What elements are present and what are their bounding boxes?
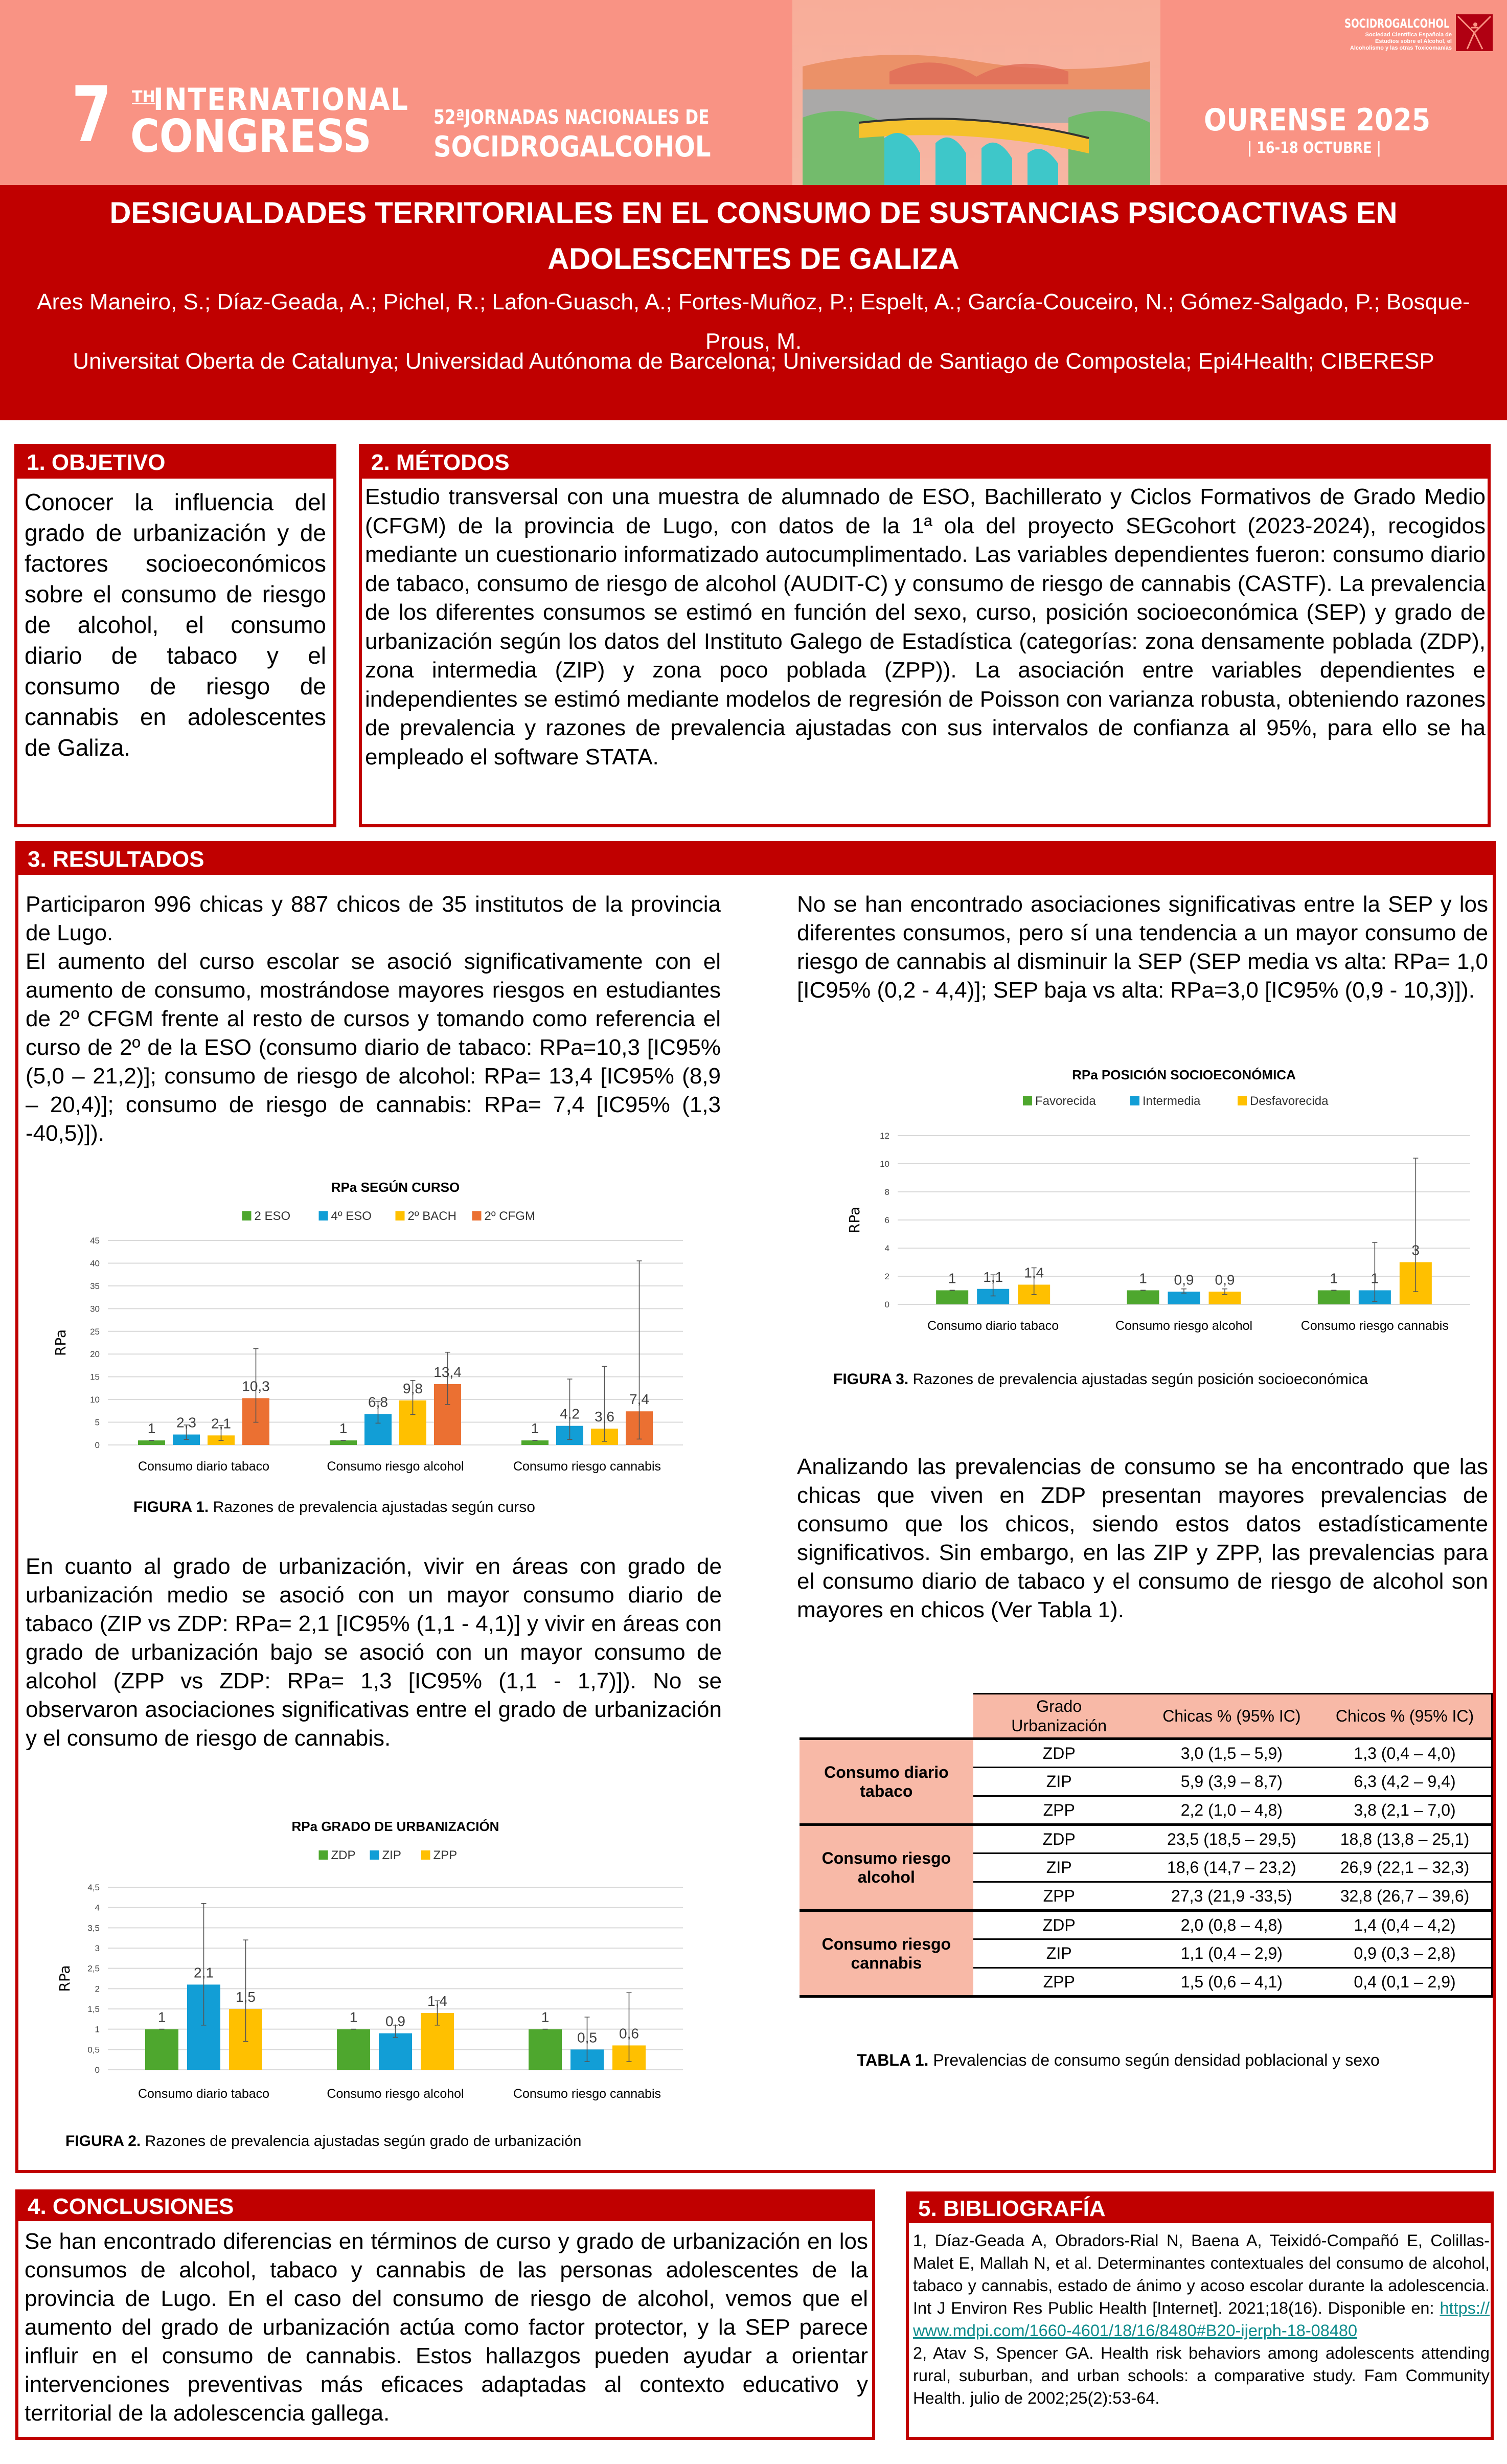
reference-1 [913, 2229, 1490, 2342]
reference-1-text: 1, Díaz-Geada A, Obradors-Rial N, Baena A, Teixidó-Compañó E, Colillas-Malet E, Mallah N, et al. Determinantes contextuales del consumo de alcohol, tabaco y cannabis, estado de ánimo y acoso escolar durante la adolescencia. Int J Environ Res Public Health [Internet]. 2021;18(16). Disponible en: [913, 2231, 1490, 2317]
table-cell-zone: ZIP [973, 1853, 1145, 1882]
results-curso-text: El aumento del curso escolar se asoció significativamente con el aumento de consumo, mostrándose mayores riesgos en estudiantes de 2º CFGM frente al resto de cursos y tomando como referencia el curso de 2º de la ESO (consumo diario de tabaco: RPa=10,3 [IC95% (5,0 – 21,2)]; consumo de riesgo de alcohol: RPa= 13,4 [IC95% (8,9 – 20,4)]; consumo de riesgo de cannabis: RPa= 7,4 [IC95% (1,3 -40,5)]). [26, 949, 721, 1146]
congress-line-international: INTERNATIONAL [153, 82, 409, 118]
data-label: 2,3 [176, 1414, 196, 1431]
figure-3-caption [833, 1371, 1368, 1388]
bar [529, 2029, 562, 2070]
figure-1-caption [133, 1499, 535, 1516]
data-label: 2,1 [211, 1415, 231, 1432]
data-label: 9,8 [403, 1380, 423, 1396]
legend-item [242, 1209, 291, 1223]
chart-rpa-urbanizacion-svg [54, 1808, 698, 2115]
y-tick-label: 0,5 [87, 2045, 100, 2055]
congress-number: 7 [72, 71, 112, 160]
table-1-caption [857, 2051, 1380, 2070]
data-label: 0,5 [577, 2029, 597, 2046]
legend-label: Desfavorecida [1250, 1094, 1329, 1108]
results-participants-text: Participaron 996 chicas y 887 chicos de 35 institutos de la provincia de Lugo. [26, 892, 721, 945]
y-tick-label: 20 [90, 1349, 100, 1360]
data-label: 1 [157, 2009, 166, 2025]
legend-swatch [1130, 1096, 1139, 1105]
data-label: 0,9 [1174, 1272, 1194, 1288]
bar [1127, 1291, 1159, 1305]
figure-2-caption [65, 2133, 582, 2150]
table-cell-chicos: 1,4 (0,4 – 4,2) [1318, 1911, 1492, 1939]
y-tick-label: 6 [884, 1215, 889, 1225]
reference-1-link[interactable]: https://www.mdpi.com/1660-4601/18/16/8480#B20-ijerph-18-08480 [913, 2299, 1490, 2340]
y-tick-label: 35 [90, 1281, 100, 1291]
y-tick-label: 10 [880, 1159, 889, 1169]
objetivo-text: Conocer la influencia del grado de urbanización y de factores socioeconómicos sobre el consumo de riesgo de alcohol, el consumo diario de tabaco y el consumo de riesgo de cannabis en adolescentes de Galiza. [25, 489, 326, 761]
section-conclusiones [15, 2189, 875, 2440]
y-tick-label: 25 [90, 1326, 100, 1337]
y-tick-label: 15 [90, 1372, 100, 1382]
y-tick-label: 8 [884, 1187, 889, 1197]
table-cell-chicas: 1,1 (0,4 – 2,9) [1145, 1939, 1318, 1968]
bibliografia-list [913, 2229, 1490, 2409]
x-category-label: Consumo riesgo alcohol [327, 2087, 464, 2101]
data-label: 6,8 [368, 1394, 388, 1410]
poster-title-block [0, 185, 1507, 420]
y-tick-label: 30 [90, 1304, 100, 1314]
table-group-label: Consumo riesgo alcohol [800, 1825, 973, 1911]
table-cell-chicos: 1,3 (0,4 – 4,0) [1318, 1739, 1492, 1768]
y-tick-label: 0 [95, 1440, 100, 1450]
data-label: 1,4 [427, 1993, 447, 2009]
x-category-label: Consumo riesgo alcohol [327, 1459, 464, 1474]
legend-swatch [421, 1850, 430, 1860]
legend-swatch [370, 1850, 379, 1860]
bar [145, 2029, 178, 2070]
table-cell-chicas: 3,0 (1,5 – 5,9) [1145, 1739, 1318, 1768]
data-label: 1 [531, 1420, 539, 1437]
legend-label: ZPP [433, 1848, 458, 1862]
results-paragraph-prevalencias: Analizando las prevalencias de consumo se ha encontrado que las chicas que viven en ZDP presentan mayores prevalencias de consumo que los chicos, siendo estos datos estadísticamente significativos. Sin embargo, en las ZIP y ZPP, las prevalencias para el consumo diario de tabaco y el consumo de riesgo de alcohol son mayores en chicos (Ver Tabla 1). [797, 1454, 1488, 1622]
table-group-label: Consumo riesgo cannabis [800, 1911, 973, 1997]
city-year: OURENSE 2025 [1204, 102, 1431, 138]
congress-dates: | 16-18 OCTUBRE | [1247, 139, 1381, 157]
y-tick-label: 10 [90, 1395, 100, 1405]
bar [337, 2029, 370, 2070]
data-label: 4,2 [560, 1406, 580, 1422]
legend-swatch [319, 1211, 328, 1220]
table-cell-zone: ZPP [973, 1882, 1145, 1911]
y-tick-label: 2,5 [87, 1963, 100, 1974]
data-label: 1 [147, 1420, 156, 1437]
table-cell-zone: ZDP [973, 1825, 1145, 1853]
table-cell-chicas: 5,9 (3,9 – 8,7) [1145, 1768, 1318, 1796]
data-label: 0,6 [619, 2025, 639, 2042]
figure-2-text: Razones de prevalencia ajustadas según grado de urbanización [141, 2133, 582, 2150]
chart-title: RPa GRADO DE URBANIZACIÓN [291, 1819, 499, 1834]
data-label: 0,9 [385, 2013, 405, 2029]
data-label: 1 [541, 2009, 550, 2025]
data-label: 1 [1371, 1270, 1379, 1286]
legend-swatch [1023, 1096, 1032, 1105]
table-cell-chicas: 27,3 (21,9 -33,5) [1145, 1882, 1318, 1911]
y-tick-label: 4 [884, 1244, 889, 1253]
chart-title: RPa SEGÚN CURSO [331, 1180, 460, 1195]
data-label: 1,5 [236, 1989, 256, 2005]
poster-title: DESIGUALDADES TERRITORIALES EN EL CONSUMO DE SUSTANCIAS PSICOACTIVAS EN ADOLESCENTES DE GALIZA [109, 196, 1398, 276]
legend-label: 2º CFGM [484, 1209, 535, 1223]
table-group-label: Consumo diario tabaco [800, 1739, 973, 1825]
legend-swatch [396, 1211, 405, 1220]
data-label: 2,1 [194, 1964, 214, 1981]
data-label: 13,4 [433, 1364, 462, 1380]
table-row [800, 1825, 1492, 1853]
x-category-label: Consumo riesgo cannabis [513, 2087, 661, 2101]
bridge-painting-illustration [782, 0, 1171, 185]
results-paragraph-sep: No se han encontrado asociaciones significativas entre la SEP y los diferentes consumos, pero sí una tendencia a un mayor consumo de riesgo de cannabis al disminuir la SEP (SEP media vs alta: RPa= 1,0 [IC95% (0,2 - 4,4)]; SEP baja vs alta: RPa=3,0 [IC95% (0,9 - 10,3)]). [797, 892, 1488, 1003]
data-label: 1 [1330, 1270, 1338, 1286]
section-bibliografia [906, 2191, 1494, 2440]
legend-item [1130, 1094, 1201, 1108]
table-cell-chicas: 2,0 (0,8 – 4,8) [1145, 1911, 1318, 1939]
table-cell-chicos: 26,9 (22,1 – 32,3) [1318, 1853, 1492, 1882]
results-paragraph-participants [26, 890, 721, 1148]
table-row [800, 1911, 1492, 1939]
legend-swatch [1238, 1096, 1247, 1105]
figure-3-text: Razones de prevalencia ajustadas según posición socioeconómica [908, 1371, 1368, 1388]
table-cell-chicos: 3,8 (2,1 – 7,0) [1318, 1796, 1492, 1825]
legend-label: 2 ESO [254, 1209, 291, 1223]
y-tick-label: 3 [95, 1943, 100, 1953]
table-cell-zone: ZIP [973, 1939, 1145, 1968]
table-cell-chicas: 23,5 (18,5 – 29,5) [1145, 1825, 1318, 1853]
bar [1168, 1292, 1200, 1304]
section-resultados [15, 841, 1496, 2173]
bar [936, 1291, 968, 1305]
author-list: Ares Maneiro, S.; Díaz-Geada, A.; Pichel, R.; Lafon-Guasch, A.; Fortes-Muñoz, P.; Espelt, A.; García-Couceiro, N.; Gómez-Salgado, P.; Bosque-Prous, M. [37, 289, 1470, 354]
data-label: 1,4 [1024, 1264, 1044, 1281]
chart-rpa-urbanizacion [54, 1808, 698, 2115]
legend-swatch [242, 1211, 252, 1220]
table-1-label: TABLA 1. [857, 2051, 929, 2069]
table-header-grado: Grado Urbanización [973, 1694, 1145, 1739]
y-tick-label: 4,5 [87, 1883, 100, 1892]
bar [379, 2033, 412, 2070]
data-label: 1 [1139, 1270, 1147, 1286]
society-logo-name: SOCIDROGALCOHOL [1344, 16, 1450, 31]
figure-3-label: FIGURA 3. [833, 1371, 909, 1388]
reference-2: 2, Atav S, Spencer GA. Health risk behaviors among adolescents attending rural, suburban, and urban schools: a comparative study. Fam Community Health. julio de 2002;25(2):53-64. [913, 2344, 1490, 2407]
table-header-chicos: Chicos % (95% IC) [1318, 1694, 1492, 1739]
legend-label: ZDP [331, 1848, 356, 1862]
table-cell-chicas: 1,5 (0,6 – 4,1) [1145, 1968, 1318, 1997]
congress-suffix: TH [132, 88, 155, 106]
table-cell-zone: ZIP [973, 1768, 1145, 1796]
data-label: 1,1 [983, 1269, 1003, 1285]
legend-item [421, 1848, 458, 1862]
legend-label: Favorecida [1035, 1094, 1096, 1108]
legend-label: Intermedia [1143, 1094, 1201, 1108]
section-heading: 3. RESULTADOS [18, 844, 1493, 875]
legend-item [396, 1209, 456, 1223]
table-cell-chicas: 2,2 (1,0 – 4,8) [1145, 1796, 1318, 1825]
data-label: 0,9 [1215, 1272, 1235, 1288]
jornadas-line-1: 52ªJORNADAS NACIONALES DE [433, 106, 710, 128]
section-metodos [359, 444, 1491, 827]
figure-1-label: FIGURA 1. [133, 1499, 209, 1516]
y-axis-label: RPa [846, 1206, 863, 1234]
table-cell-chicos: 18,8 (13,8 – 25,1) [1318, 1825, 1492, 1853]
y-tick-label: 3,5 [87, 1923, 100, 1933]
table-cell-zone: ZDP [973, 1911, 1145, 1939]
legend-item [1238, 1094, 1329, 1108]
y-tick-label: 0 [95, 2065, 100, 2075]
society-logo-subtitle: Sociedad Científica Española de Estudios sobre el Alcohol, el Alcoholismo y las otras Toxicomanías [1350, 32, 1452, 51]
bar [330, 1440, 357, 1445]
data-label: 1 [349, 2009, 358, 2025]
bar [1318, 1291, 1350, 1305]
x-category-label: Consumo riesgo cannabis [513, 1459, 661, 1474]
section-heading: 1. OBJETIVO [17, 447, 333, 479]
x-category-label: Consumo diario tabaco [927, 1319, 1059, 1333]
congress-line-congress: CONGRESS [130, 110, 372, 163]
legend-item [1023, 1094, 1096, 1108]
table-cell-chicos: 6,3 (4,2 – 9,4) [1318, 1768, 1492, 1796]
y-tick-label: 1 [95, 2024, 100, 2035]
data-label: 7,4 [629, 1391, 649, 1408]
bar [521, 1440, 549, 1445]
y-tick-label: 40 [90, 1258, 100, 1269]
prevalence-table [800, 1693, 1493, 1998]
bar [138, 1440, 165, 1445]
legend-item [319, 1848, 356, 1862]
legend-label: ZIP [382, 1848, 401, 1862]
data-label: 1 [948, 1270, 956, 1286]
chart-rpa-curso-svg [54, 1171, 693, 1478]
table-corner-cell [800, 1694, 973, 1739]
section-objetivo [14, 444, 336, 827]
section-heading: 2. MÉTODOS [362, 447, 1488, 479]
x-category-label: Consumo diario tabaco [138, 2087, 270, 2101]
legend-label: 4º ESO [331, 1209, 372, 1223]
section-heading: 5. BIBLIOGRAFÍA [909, 2195, 1491, 2223]
conclusiones-text: Se han encontrado diferencias en términos de curso y grado de urbanización en los consumos de alcohol, tabaco y cannabis de las personas adolescentes de la provincia de Lugo. En el caso del consumo de riesgo de alcohol, vemos que el aumento del grado de urbanización actúa como factor protector, y la SEP parece influir en el consumo de cannabis. Estos hallazgos pueden ayudar a orientar intervenciones preventivas más eficaces adaptadas al contexto educativo y territorial de la adolescencia gallega. [25, 2229, 868, 2426]
chart-rpa-curso [54, 1171, 693, 1478]
table-header-chicas: Chicas % (95% IC) [1145, 1694, 1318, 1739]
table-cell-zone: ZPP [973, 1796, 1145, 1825]
metodos-text: Estudio transversal con una muestra de alumnado de ESO, Bachillerato y Ciclos Formativos de Grado Medio (CFGM) de la provincia de Lugo, con datos de la 1ª ola del proyecto SEGcohort (2023-2024), recogidos mediante un cuestionario informatizado autocumplimentado. Las variables dependientes fueron: consumo diario de tabaco, consumo de riesgo de alcohol (AUDIT-C) y consumo de riesgo de cannabis (CASTF). La prevalencia de los diferentes consumos se estimó en función del sexo, curso, posición socioeconómica (SEP) y grado de urbanización según los datos del Instituto Galego de Estadística (categorías: zona densamente poblada (ZDP), zona intermedia (ZIP) y zona poco poblada (ZPP)). La asociación entre variables dependientes e independientes se estimó mediante modelos de regresión de Poisson con varianza robusta, obteniendo razones de prevalencia y razones de prevalencia ajustadas con sus intervalos de confianza al 95%, para ello se ha empleado el software STATA. [365, 484, 1486, 770]
y-tick-label: 0 [884, 1300, 889, 1309]
jornadas-line-2: SOCIDROGALCOHOL [433, 130, 711, 164]
legend-label: 2º BACH [407, 1209, 456, 1223]
congress-banner [0, 0, 1507, 185]
y-axis-label: RPa [52, 1329, 69, 1357]
y-tick-label: 2 [884, 1272, 889, 1281]
legend-swatch [319, 1850, 328, 1860]
results-paragraph-urbanizacion: En cuanto al grado de urbanización, vivir en áreas con grado de urbanización medio se asoció con un mayor consumo diario de tabaco (ZIP vs ZDP: RPa= 2,1 [IC95% (1,1 - 4,1)] y vivir en áreas con grado de urbanización bajo se asoció con un mayor consumo de alcohol (ZPP vs ZDP: RPa= 1,3 [IC95% (1,1 - 1,7)]). No se observaron asociaciones significativas entre el grado de urbanización y el consumo de riesgo de cannabis. [26, 1554, 722, 1751]
chart-rpa-sep [831, 1069, 1486, 1355]
society-logo-icon [1456, 14, 1493, 51]
legend-item [370, 1848, 401, 1862]
data-label: 1 [339, 1420, 348, 1437]
legend-swatch [472, 1211, 482, 1220]
figure-1-text: Razones de prevalencia ajustadas según curso [209, 1499, 535, 1516]
data-label: 10,3 [242, 1378, 270, 1394]
y-axis-label: RPa [56, 1965, 73, 1992]
table-row [800, 1739, 1492, 1768]
table-cell-chicas: 18,6 (14,7 – 23,2) [1145, 1853, 1318, 1882]
table-1-text: Prevalencias de consumo según densidad poblacional y sexo [928, 2051, 1380, 2069]
section-heading: 4. CONCLUSIONES [18, 2192, 872, 2221]
x-category-label: Consumo diario tabaco [138, 1459, 270, 1474]
x-category-label: Consumo riesgo alcohol [1115, 1319, 1253, 1333]
chart-rpa-sep-svg [831, 1069, 1486, 1355]
y-tick-label: 2 [95, 1984, 100, 1994]
figure-2-label: FIGURA 2. [65, 2133, 141, 2150]
legend-item [319, 1209, 372, 1223]
legend-item [472, 1209, 535, 1223]
table-cell-zone: ZDP [973, 1739, 1145, 1768]
chart-title: RPa POSICIÓN SOCIOECONÓMICA [1072, 1067, 1296, 1082]
x-category-label: Consumo riesgo cannabis [1300, 1319, 1449, 1333]
y-tick-label: 1,5 [87, 2004, 100, 2014]
y-tick-label: 12 [880, 1131, 889, 1141]
y-tick-label: 45 [90, 1236, 100, 1246]
y-tick-label: 5 [95, 1417, 100, 1428]
y-tick-label: 4 [95, 1903, 100, 1913]
data-label: 3,6 [595, 1409, 614, 1425]
table-cell-zone: ZPP [973, 1968, 1145, 1997]
table-header-row [800, 1694, 1492, 1739]
table-cell-chicos: 0,9 (0,3 – 2,8) [1318, 1939, 1492, 1968]
affiliation-list: Universitat Oberta de Catalunya; Universidad Autónoma de Barcelona; Universidad de Santiago de Compostela; Epi4Health; CIBERESP [73, 349, 1434, 374]
table-cell-chicos: 32,8 (26,7 – 39,6) [1318, 1882, 1492, 1911]
table-cell-chicos: 0,4 (0,1 – 2,9) [1318, 1968, 1492, 1997]
data-label: 3 [1411, 1242, 1420, 1258]
